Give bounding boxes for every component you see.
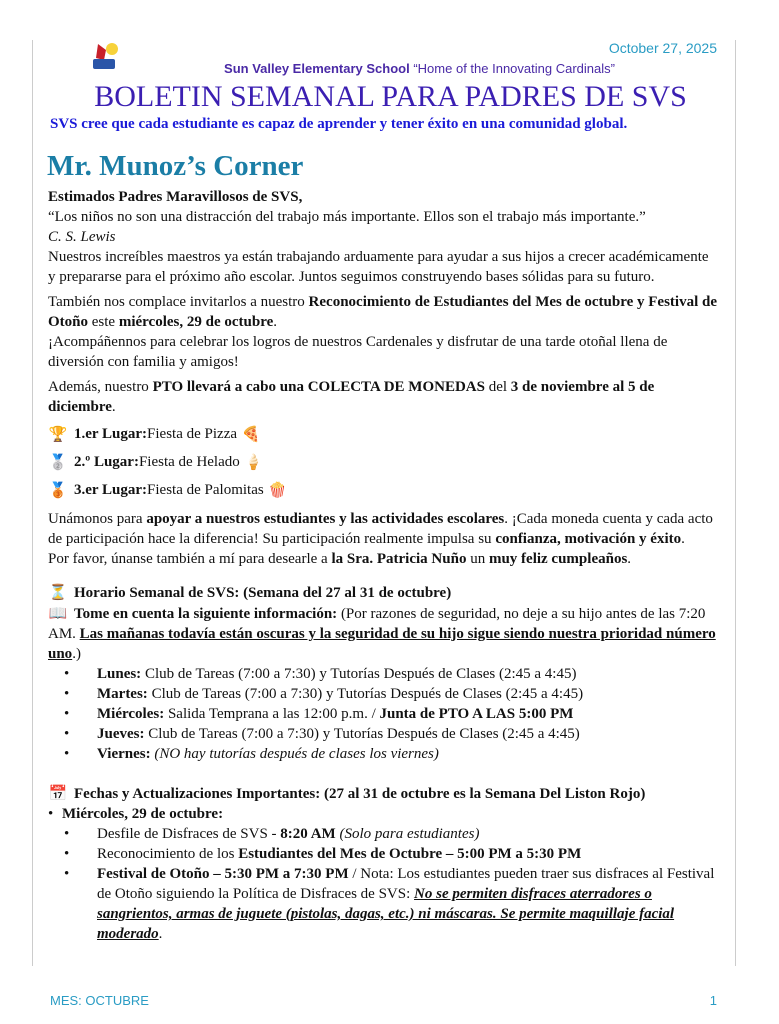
prize-item (48, 423, 718, 445)
paragraph (48, 377, 718, 417)
footer-month: MES: OCTUBRE (50, 993, 149, 1008)
text-segment: “Los niños no son una distracción del trabajo más importante. Ellos son el trabajo más importante.” (48, 209, 646, 225)
text-segment: este (88, 314, 119, 330)
text-segment: Además, nuestro (48, 379, 153, 395)
text-segment: / Nota: Los estudiantes pueden traer sus disfraces al Festival de Otoño siguiendo la Política de Disfraces de SVS: (97, 866, 715, 902)
text-segment: del (484, 379, 511, 395)
text-segment: PTO llevará a cabo una COLECTA DE MONEDAS (152, 379, 485, 395)
text-segment: No se permiten disfraces aterradores o sangrientos, armas de juguete (pistolas, dagas, etc.) ni máscaras. Se permite maquillaje facial moderado (97, 886, 675, 942)
text-segment: Club de Tareas (7:00 a 7:30) y Tutorías Después de Clases (2:45 a 4:45) (147, 686, 584, 702)
text-segment: confianza, motivación y éxito (495, 531, 682, 547)
text-segment: . (273, 314, 278, 330)
text-segment: Club de Tareas (7:00 a 7:30) y Tutorías Después de Clases (2:45 a 4:45) (141, 666, 577, 682)
silver-medal-icon: 🥈 (48, 453, 68, 471)
text-segment: También nos complace invitarlos a nuestro (48, 294, 309, 310)
text-segment: Las mañanas todavía están oscuras y la seguridad de su hijo sigue siendo nuestra prioridad número uno (48, 626, 716, 662)
schedule-heading (74, 585, 451, 601)
list-item (48, 664, 718, 684)
text-segment: 27 al 31 de octubre es la Semana Del Liston Rojo (328, 786, 641, 802)
text-segment: Nuestros increíbles maestros ya están trabajando arduamente para ayudar a sus hijos a crecer académicamente y prepararse para el próximo año escolar. Juntos seguimos construyendo bases sólidas para su futuro. (48, 249, 709, 285)
list-item (48, 744, 718, 764)
text-segment: Reconocimiento de los (97, 846, 239, 862)
text-segment: Reconocimiento de Estudiantes del Mes de octubre y Festival de Otoño (48, 294, 717, 330)
text-segment: . (681, 531, 685, 547)
text-segment: la Sra. Patricia Nuño (331, 551, 467, 567)
page-number: 1 (709, 993, 717, 1008)
text-segment: . (111, 399, 116, 415)
text-segment: Miércoles, 29 de octubre: (62, 806, 224, 822)
hourglass-icon: ⏳ (48, 583, 68, 601)
prize-list (48, 423, 718, 501)
text-segment: Junta de PTO A LAS 5:00 PM (379, 706, 574, 722)
bronze-medal-icon: 🥉 (48, 481, 68, 499)
list-item (48, 724, 718, 744)
trophy-icon: 🏆 (48, 425, 68, 443)
text-segment: . ¡Cada moneda cuenta y cada acto de participación hace la diferencia! Su participación realmente impulsa su (48, 511, 713, 547)
list-item (48, 864, 718, 944)
text-segment: (NO hay tutorías después de clases los viernes) (150, 746, 439, 762)
text-segment: ) (640, 786, 646, 802)
text-segment: Desfile de Disfraces de SVS - (97, 826, 281, 842)
text-segment: Estimados Padres Maravillosos de SVS, (48, 189, 303, 205)
paragraph (48, 292, 718, 332)
list-item (48, 824, 718, 844)
prize-name: Fiesta de Palomitas (147, 482, 264, 498)
prize-name: Fiesta de Helado (138, 454, 240, 470)
newsletter-date: October 27, 2025 (608, 40, 717, 56)
prize-place: 1.er Lugar: (74, 426, 148, 442)
text-segment: apoyar a nuestros estudiantes y las actividades escolares (146, 511, 505, 527)
newsletter-body (48, 187, 718, 944)
newsletter-title: BOLETIN SEMANAL PARA PADRES DE SVS (94, 80, 687, 113)
text-segment: un (466, 551, 489, 567)
paragraph (48, 332, 718, 372)
text-segment: .) (72, 646, 81, 662)
calendar-icon: 📅 (48, 784, 68, 802)
text-segment: Unámonos para (48, 511, 147, 527)
text-segment: (Solo para estudiantes) (335, 826, 480, 842)
list-item (48, 704, 718, 724)
text-segment: Lunes: (97, 666, 142, 682)
text-segment: Tome en cuenta la siguiente información: (74, 606, 338, 622)
text-segment: miércoles, 29 de octubre (118, 314, 274, 330)
prize-place: 2.º Lugar: (74, 454, 139, 470)
text-segment: Miércoles: (97, 706, 165, 722)
paragraph (48, 549, 718, 569)
school-tagline: “Home of the Innovating Cardinals” (413, 61, 615, 76)
text-segment: Salida Temprana a las 12:00 p.m. / (164, 706, 380, 722)
wednesday-list (48, 824, 718, 944)
text-segment: Fechas y Actualizaciones Importantes: ( (74, 786, 329, 802)
text-segment: ¡Acompáñennos para celebrar los logros de nuestros Cardenales y disfrutar de una tarde otoñal llena de diversión con familia y amigos! (48, 334, 668, 370)
list-item (48, 844, 718, 864)
school-header (0, 61, 779, 76)
text-segment: Viernes: (97, 746, 151, 762)
pizza-icon: 🍕 (241, 425, 261, 443)
text-segment: Martes: (97, 686, 148, 702)
text-segment: . (627, 551, 632, 567)
list-item (48, 684, 718, 704)
prize-item (48, 479, 718, 501)
paragraph (48, 509, 718, 549)
dates-heading (74, 786, 645, 802)
school-name: Sun Valley Elementary School (224, 61, 410, 76)
text-segment: Club de Tareas (7:00 a 7:30) y Tutorías Después de Clases (2:45 a 4:45) (144, 726, 580, 742)
section-title-corner: Mr. Munoz’s Corner (47, 150, 304, 182)
schedule-list (48, 664, 718, 764)
text-segment: C. S. Lewis (48, 229, 116, 245)
popcorn-icon: 🍿 (268, 481, 287, 499)
text-segment: Jueves: (97, 726, 145, 742)
quote-author (48, 227, 718, 247)
book-icon: 📖 (48, 604, 68, 622)
school-motto: SVS cree que cada estudiante es capaz de aprender y tener éxito en una comunidad global. (50, 116, 628, 132)
text-segment: muy feliz cumpleaños (488, 551, 628, 567)
text-segment: 8:20 AM (280, 826, 336, 842)
prize-item (48, 451, 718, 473)
text-segment: Estudiantes del Mes de Octubre – 5:00 PM a 5:30 PM (238, 846, 582, 862)
greeting (48, 187, 718, 207)
text-segment: Por favor, únanse también a mí para desearle a (48, 551, 332, 567)
text-segment: Horario Semanal de SVS: (Semana del 27 al 31 de octubre) (74, 585, 452, 601)
text-segment: 3 de noviembre al 5 de diciembre (48, 379, 655, 415)
page-border-left (32, 40, 33, 966)
text-segment: Festival de Otoño – 5:30 PM a 7:30 PM (97, 866, 349, 882)
quote (48, 207, 718, 227)
page-border-right (735, 40, 736, 966)
prize-place: 3.er Lugar: (74, 482, 148, 498)
schedule-note (48, 606, 716, 662)
wednesday-heading (48, 804, 718, 824)
ice-cream-icon: 🍦 (244, 453, 263, 471)
text-segment: (Por razones de seguridad, no deje a su hijo antes de las 7:20 AM. (48, 606, 706, 642)
paragraph (48, 247, 718, 287)
prize-name: Fiesta de Pizza (147, 426, 238, 442)
text-segment: . (158, 926, 163, 942)
